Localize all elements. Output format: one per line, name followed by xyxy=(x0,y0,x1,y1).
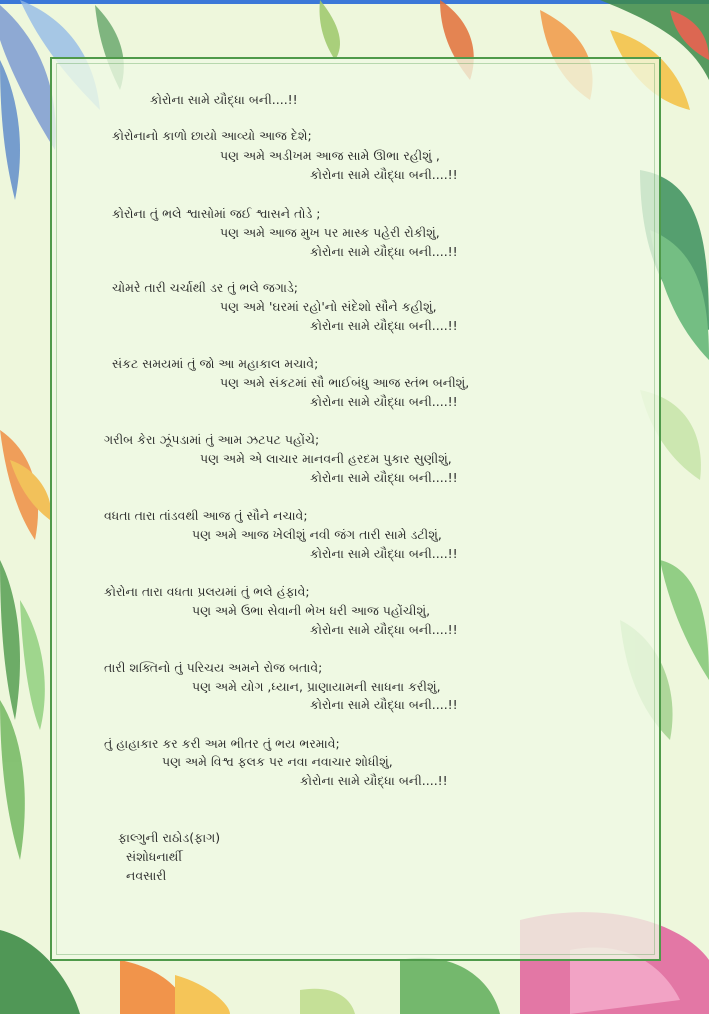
poem-title: કોરોના સામે યૌદ્ધા બની....!! xyxy=(150,92,298,107)
stanza-9-line-1: તું હાહાકાર કર કરી અમ ભીતર તું ભય ભરમાવે; xyxy=(104,736,340,751)
stanza-8-refrain: કોરોના સામે યૌદ્ધા બની....!! xyxy=(310,697,458,712)
stanza-7-refrain: કોરોના સામે યૌદ્ધા બની....!! xyxy=(310,622,458,637)
poet-name: ફાલ્ગુની રાઠોડ(ફાગ) xyxy=(118,830,221,845)
stanza-8-line-1: તારી શક્તિનો તું પરિચય અમને રોજ બતાવે; xyxy=(104,660,323,675)
stanza-9-refrain: કોરોના સામે યૌદ્ધા બની....!! xyxy=(300,773,448,788)
stanza-7-line-2: પણ અમે ઉભા સેવાની ભેખ ધરી આજ પહોંચીશું, xyxy=(192,603,431,618)
stanza-3-line-2: પણ અમે 'ઘરમાં રહો'નો સંદેશો સૌને કહીશું, xyxy=(220,299,437,314)
stanza-4-line-2: પણ અમે સંકટમાં સૌ ભાઈબંધુ આજ સ્તંભ બનીશું, xyxy=(220,375,470,390)
stanza-1-refrain: કોરોના સામે યૌદ્ધા બની....!! xyxy=(310,167,458,182)
poet-signature xyxy=(118,828,220,885)
stanza-6-line-2: પણ અમે આજ ખેલીશું નવી જંગ તારી સામે ડટીશું, xyxy=(192,527,442,542)
stanza-9-line-2: પણ અમે વિશ્વ ફલક પર નવા નવાચાર શોધીશું, xyxy=(162,754,393,769)
stanza-7-line-1: કોરોના તારા વધતા પ્રલયમાં તું ભલે હંફાવે; xyxy=(104,584,310,599)
stanza-6-refrain: કોરોના સામે યૌદ્ધા બની....!! xyxy=(310,546,458,561)
stanza-1-line-1: કોરોનાનો કાળો છાયો આવ્યો આજ દેશે; xyxy=(112,128,312,143)
stanza-3-refrain: કોરોના સામે યૌદ્ધા બની....!! xyxy=(310,318,458,333)
stanza-8-line-2: પણ અમે યોગ ,ધ્યાન, પ્રાણાયામની સાધના કરીશું, xyxy=(192,679,441,694)
stanza-2-line-1: કોરોના તું ભલે શ્વાસોમાં જઈ શ્વાસને તોડે ; xyxy=(112,206,321,221)
poet-role: સંશોધનાર્થી xyxy=(126,849,182,864)
stanza-1-line-2: પણ અમે અડીખમ આજ સામે ઊભા રહીશું , xyxy=(220,148,440,163)
stanza-4-refrain: કોરોના સામે યૌદ્ધા બની....!! xyxy=(310,394,458,409)
stanza-2-line-2: પણ અમે આજ મુખ પર માસ્ક પહેરી રોકીશું, xyxy=(220,225,440,240)
stanza-5-line-2: પણ અમે એ લાચાર માનવની હરદમ પુકાર સુણીશું, xyxy=(200,451,452,466)
stanza-6-line-1: વધતા તારા તાંડવથી આજ તું સૌને નચાવે; xyxy=(104,508,308,523)
poet-place: નવસારી xyxy=(126,868,167,883)
stanza-3-line-1: ચોમરે તારી ચર્ચાથી ડર તું ભલે જગાડે; xyxy=(112,280,299,295)
stanza-4-line-1: સંકટ સમયમાં તું જો આ મહાકાલ મચાવે; xyxy=(112,356,319,371)
stanza-5-line-1: ગરીબ કેરા ઝૂંપડામાં તું આમ ઝટપટ પહોંચે; xyxy=(104,432,320,447)
stanza-5-refrain: કોરોના સામે યૌદ્ધા બની....!! xyxy=(310,470,458,485)
stanza-2-refrain: કોરોના સામે યૌદ્ધા બની....!! xyxy=(310,244,458,259)
